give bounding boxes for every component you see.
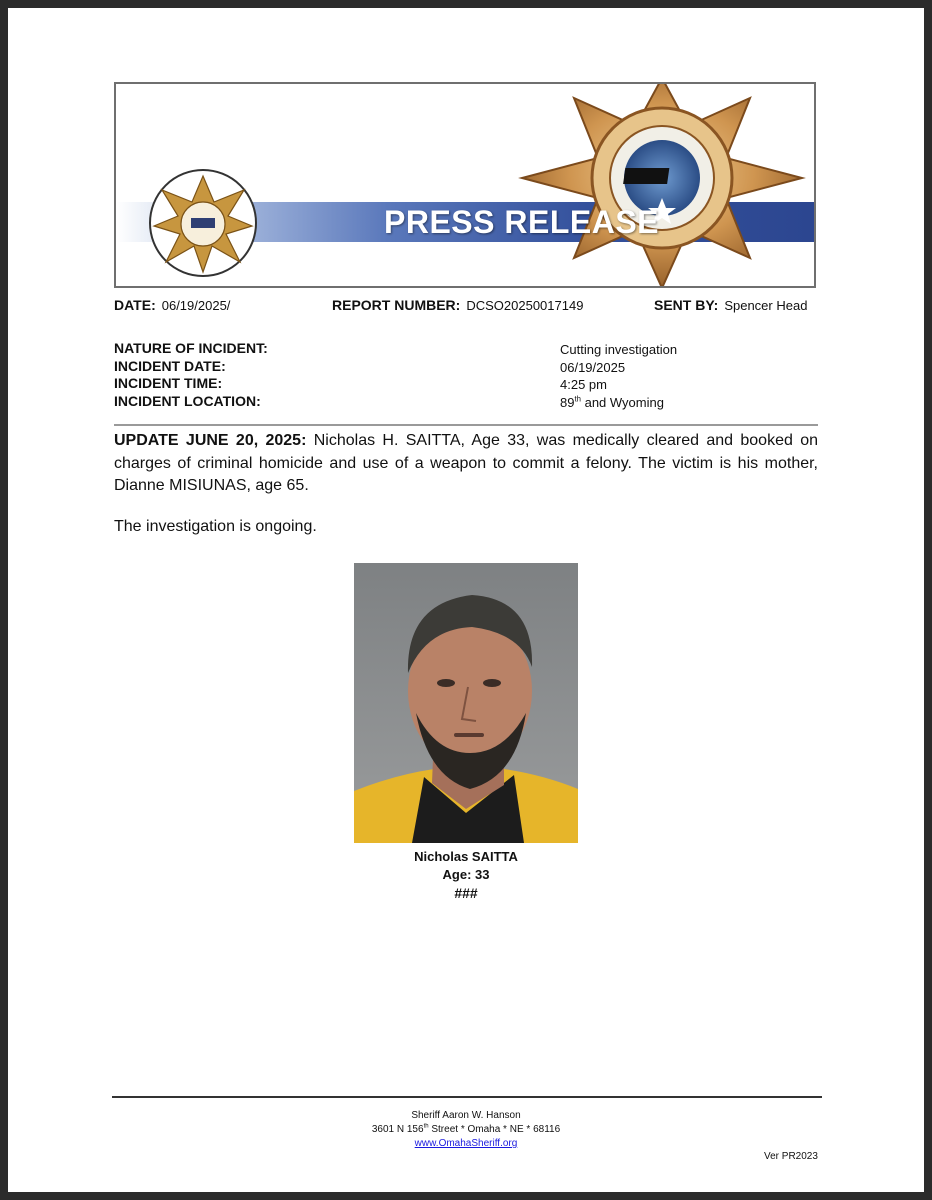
- footer-sheriff-name: Sheriff Aaron W. Hanson: [411, 1110, 521, 1121]
- sent-by-field: [654, 297, 807, 313]
- incident-labels: [114, 340, 268, 410]
- document-page: [8, 8, 924, 1192]
- incident-time-value: 4:25 pm: [560, 377, 607, 392]
- report-number-label: REPORT NUMBER:: [332, 297, 461, 313]
- incident-date-label: INCIDENT DATE:: [114, 357, 226, 374]
- press-release-banner: [114, 82, 816, 288]
- footer-address: 3601 N 156th Street * Omaha * NE * 68116: [371, 1123, 561, 1135]
- report-number-field: [332, 297, 583, 313]
- incident-location-value: 89th and Wyoming: [560, 394, 664, 410]
- update-lead: UPDATE JUNE 20, 2025:: [114, 432, 307, 449]
- incident-time-label: INCIDENT TIME:: [114, 375, 223, 391]
- date-value: 06/19/2025/: [161, 298, 231, 313]
- sent-by-value: Spencer Head: [724, 298, 808, 313]
- photo-name: Nicholas SAITTA: [414, 849, 518, 864]
- incident-values: [560, 341, 677, 411]
- mugshot-photo: [354, 563, 578, 843]
- version-label: Ver PR2023: [764, 1151, 818, 1162]
- section-divider: [114, 424, 818, 426]
- sheriff-badge-large-icon: [512, 82, 812, 288]
- nature-label: NATURE OF INCIDENT:: [114, 340, 268, 356]
- date-label: DATE:: [114, 297, 156, 313]
- incident-date-value: 06/19/2025: [560, 359, 626, 375]
- date-field: [114, 297, 230, 313]
- website-link[interactable]: www.OmahaSheriff.org: [414, 1138, 518, 1149]
- sent-by-label: SENT BY:: [654, 297, 719, 313]
- county-seal-icon: [148, 168, 258, 278]
- report-number-value: DCSO20250017149: [466, 298, 584, 313]
- banner-title: PRESS RELEASE: [384, 204, 660, 240]
- end-mark: ###: [454, 885, 478, 901]
- footer-divider: [112, 1096, 822, 1098]
- update-text: Nicholas H. SAITTA, Age 33, was medically cleared and booked on charges of criminal homicide and use of a weapon to commit a felony. The victim is his mother, Dianne MISIUNAS, age 65.: [114, 432, 818, 494]
- nature-value: Cutting investigation: [560, 342, 678, 357]
- update-paragraph: [114, 430, 818, 498]
- ongoing-paragraph: The investigation is ongoing.: [114, 518, 317, 535]
- incident-location-label: INCIDENT LOCATION:: [114, 392, 261, 409]
- footer-website: [266, 1138, 666, 1149]
- photo-age: Age: 33: [442, 867, 490, 882]
